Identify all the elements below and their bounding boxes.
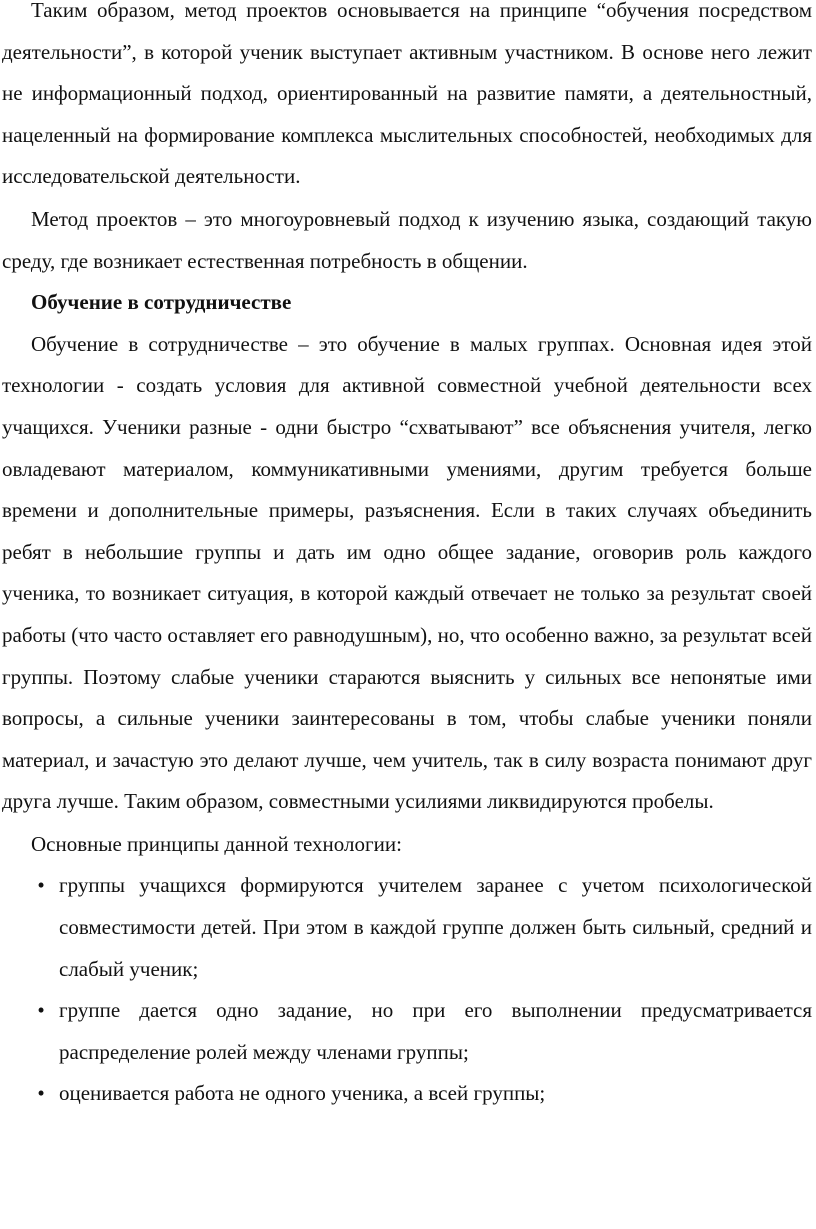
list-item bbox=[37, 1073, 812, 1115]
bullet-icon: • bbox=[37, 998, 45, 1023]
paragraph-principles-intro: Основные принципы данной технологии: bbox=[31, 831, 402, 856]
list-item bbox=[37, 865, 812, 990]
section-heading: Обучение в сотрудничестве bbox=[31, 290, 292, 315]
bullet-icon: • bbox=[37, 873, 45, 898]
bullet-icon: • bbox=[37, 1081, 45, 1106]
list-item-text: оценивается работа не одного ученика, а всей группы; bbox=[59, 1081, 546, 1106]
paragraph-project-method-summary: Таким образом, метод проектов основывается на принципе “обучения посредством деятельности”, в которой ученик выступает активным участником. В основе него лежит не информационный подход, ориентированный на развитие памяти, а деятельностный, нацеленный на формирование комплекса мыслительных способностей, необходимых для исследовательской деятельности. bbox=[2, 0, 812, 189]
paragraph-cooperative-learning: Обучение в сотрудничестве – это обучение в малых группах. Основная идея этой технологии - создать условия для активной совместной учебной деятельности всех учащихся. Ученики разные - одни быстро “схватывают” все объяснения учителя, легко овладевают материалом, коммуникативными умениями, другим требуется больше времени и дополнительные примеры, разъяснения. Если в таких случаях объединить ребят в небольшие группы и дать им одно общее задание, оговорив роль каждого ученика, то возникает ситуация, в которой каждый отвечает не только за результат своей работы (что часто оставляет его равнодушным), но, что особенно важно, за результат всей группы. Поэтому слабые ученики стараются выяснить у сильных все непонятые ими вопросы, а сильные ученики заинтересованы в том, чтобы слабые ученики поняли материал, и зачастую это делают лучше, чем учитель, так в силу возраста понимают друг друга лучше. Таким образом, совместными усилиями ликвидируются пробелы. bbox=[2, 331, 812, 814]
paragraph-project-method-definition: Метод проектов – это многоуровневый подход к изучению языка, создающий такую среду, где возникает естественная потребность в общении. bbox=[2, 206, 812, 273]
principles-list bbox=[2, 865, 812, 1115]
list-item-text: группы учащихся формируются учителем заранее с учетом психологической совместимости детей. При этом в каждой группе должен быть сильный, средний и слабый ученик; bbox=[59, 873, 812, 981]
list-item bbox=[37, 990, 812, 1073]
list-item-text: группе дается одно задание, но при его выполнении предусматривается распределение ролей между членами группы; bbox=[59, 998, 812, 1064]
